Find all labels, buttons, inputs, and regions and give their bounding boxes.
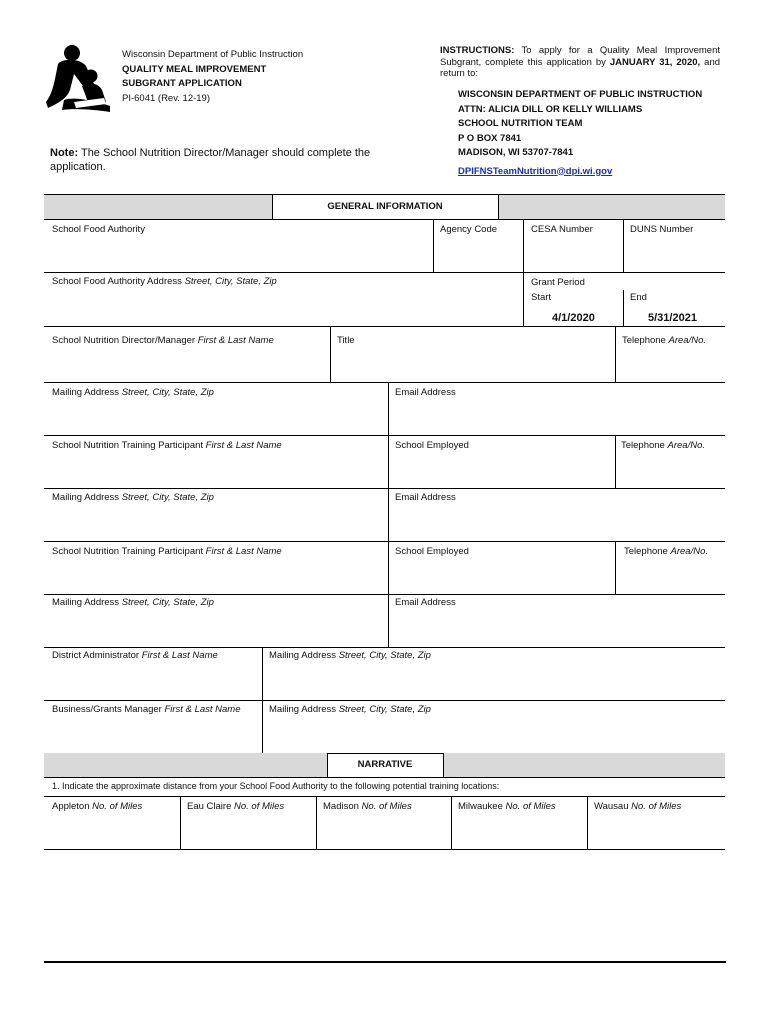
header-shade (443, 753, 725, 777)
general-information-heading: GENERAL INFORMATION (327, 201, 443, 212)
participant-text: School Nutrition Training Participant (52, 440, 204, 451)
participant-text: School Nutrition Training Participant (52, 546, 204, 557)
end-label: End (630, 292, 647, 303)
eau-claire-miles-label (187, 801, 284, 812)
note-text: The School Nutrition Director/Manager should complete the application. (50, 147, 371, 173)
mailing-text: Mailing Address (52, 387, 120, 398)
district-admin-mailing-label (269, 650, 431, 661)
address-hint: Street, City, State, Zip (121, 492, 214, 503)
telephone-text: Telephone (624, 546, 668, 557)
cesa-number-label: CESA Number (531, 224, 593, 235)
mailing-text: Mailing Address (269, 650, 337, 661)
agency-code-label: Agency Code (440, 224, 498, 235)
dpi-logo (44, 44, 114, 116)
question-1: 1. Indicate the approximate distance from your School Food Authority to the following potential training locations: (52, 781, 500, 791)
grant-period-label: Grant Period (531, 277, 585, 288)
address-hint: Street, City, State, Zip (184, 276, 277, 287)
note (50, 146, 400, 174)
madison-miles-label (323, 801, 412, 812)
name-hint: First & Last Name (205, 440, 282, 451)
instructions-text-1: To apply for a Quality Meal Improvement Subgrant, complete this application by (440, 45, 721, 68)
address-line: WISCONSIN DEPARTMENT OF PUBLIC INSTRUCTION (458, 89, 703, 100)
narrative-heading: NARRATIVE (357, 759, 413, 770)
instructions-label: INSTRUCTIONS: (440, 45, 515, 56)
deadline: JANUARY 31, 2020, (609, 56, 701, 68)
sfa-label: School Food Authority (52, 224, 145, 235)
address-hint: Street, City, State, Zip (121, 387, 214, 398)
participant-1-email-label: Email Address (395, 492, 456, 503)
mailing-text: Mailing Address (269, 704, 337, 715)
district-admin-text: District Administrator (52, 650, 140, 661)
phone-hint: Area/No. (667, 440, 705, 451)
mailing-text: Mailing Address (52, 492, 120, 503)
wausau-miles-label (594, 801, 681, 812)
location-name: Appleton (52, 801, 90, 812)
miles-hint: No. of Miles (234, 801, 285, 812)
mailing-text: Mailing Address (52, 597, 120, 608)
address-line: P O BOX 7841 (458, 132, 522, 144)
title-label: Title (337, 335, 355, 346)
miles-hint: No. of Miles (631, 801, 682, 812)
telephone-text: Telephone (622, 335, 666, 346)
return-address (458, 88, 702, 179)
milwaukee-miles-label (458, 801, 556, 812)
participant-2-email-label: Email Address (395, 597, 456, 608)
telephone-label (621, 440, 705, 451)
participant-2-mailing-label (52, 597, 214, 608)
instructions (440, 45, 720, 80)
district-admin-label (52, 650, 218, 661)
header-shade (498, 194, 725, 219)
name-hint: First & Last Name (164, 704, 241, 715)
address-line: SCHOOL NUTRITION TEAM (458, 118, 583, 129)
miles-hint: No. of Miles (361, 801, 412, 812)
school-employed-label: School Employed (395, 546, 469, 557)
name-hint: First & Last Name (197, 335, 274, 346)
header-shade (44, 753, 327, 777)
address-hint: Street, City, State, Zip (338, 650, 431, 661)
address-hint: Street, City, State, Zip (121, 597, 214, 608)
business-manager-mailing-label (269, 704, 431, 715)
appleton-miles-label (52, 801, 142, 812)
participant-2-label (52, 546, 282, 557)
instructions-text-2: and return to: (440, 56, 721, 79)
end-date-value[interactable]: 5/31/2021 (648, 312, 697, 324)
location-name: Wausau (594, 801, 629, 812)
start-label: Start (531, 292, 552, 303)
note-label: Note: (50, 147, 79, 159)
director-label (52, 335, 274, 346)
address-line: ATTN: ALICIA DILL OR KELLY WILLIAMS (458, 103, 643, 115)
telephone-label (624, 546, 708, 557)
telephone-text: Telephone (621, 440, 665, 451)
business-manager-label (52, 704, 241, 715)
director-mailing-label (52, 387, 214, 398)
location-name: Eau Claire (187, 801, 232, 812)
participant-1-mailing-label (52, 492, 214, 503)
sfa-address-label (52, 276, 277, 287)
miles-hint: No. of Miles (92, 801, 143, 812)
name-hint: First & Last Name (205, 546, 282, 557)
director-email-label: Email Address (395, 387, 456, 398)
address-line: MADISON, WI 53707-7841 (458, 147, 574, 158)
sfa-address-text: School Food Authority Address (52, 276, 182, 287)
duns-number-label: DUNS Number (630, 224, 694, 235)
participant-1-label (52, 440, 282, 451)
director-text: School Nutrition Director/Manager (52, 335, 196, 346)
email-link[interactable]: DPIFNSTeamNutrition@dpi.wi.gov (458, 165, 613, 177)
school-employed-label: School Employed (395, 440, 469, 451)
agency-block (122, 48, 303, 106)
footer-rule (44, 961, 726, 963)
application-form (44, 194, 725, 854)
form-number: PI-6041 (Rev. 12-19) (122, 92, 211, 104)
miles-hint: No. of Miles (505, 801, 556, 812)
form-title-line-2: SUBGRANT APPLICATION (122, 78, 242, 89)
start-date-value[interactable]: 4/1/2020 (552, 312, 595, 324)
header-shade (44, 194, 272, 219)
location-name: Madison (323, 801, 359, 812)
location-name: Milwaukee (458, 801, 503, 812)
address-hint: Street, City, State, Zip (338, 704, 431, 715)
business-manager-text: Business/Grants Manager (52, 704, 162, 715)
name-hint: First & Last Name (141, 650, 218, 661)
agency-line: Wisconsin Department of Public Instruction (122, 49, 304, 60)
phone-hint: Area/No. (670, 546, 708, 557)
form-title-line-1: QUALITY MEAL IMPROVEMENT (122, 63, 267, 75)
phone-hint: Area/No. (668, 335, 706, 346)
telephone-label (622, 335, 706, 346)
